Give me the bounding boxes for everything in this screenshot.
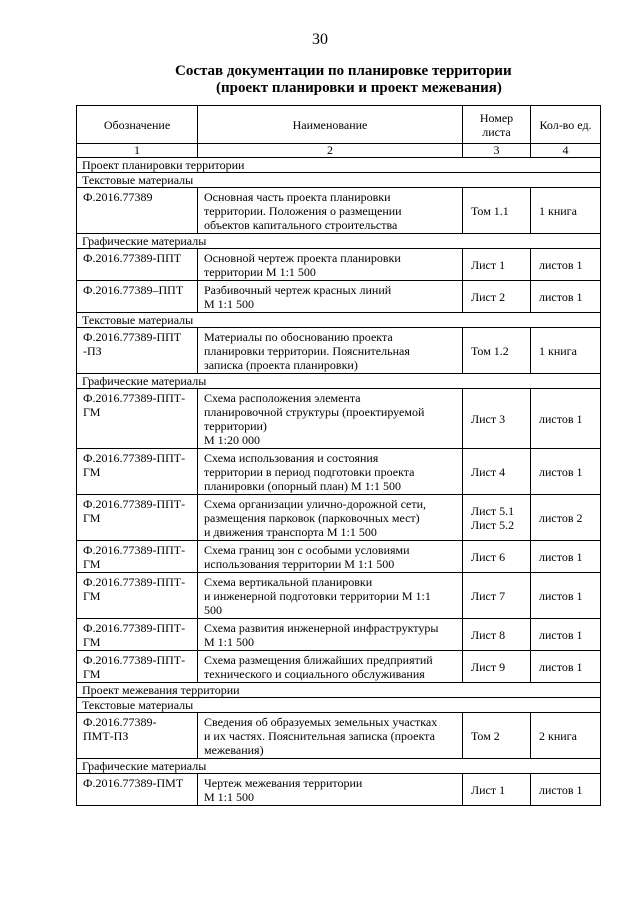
count-cell: 1 книга [531,328,601,374]
section-title: Графические материалы [77,234,601,249]
section-row [77,158,601,173]
sheet-cell: Том 1.1 [463,188,531,234]
count-cell: листов 1 [531,774,601,806]
name-cell: Схема развития инженерной инфраструктуры М 1:1 500 [198,619,463,651]
header-name: Наименование [198,106,463,144]
sheet-cell: Лист 1 [463,774,531,806]
table-row [77,249,601,281]
column-number: 3 [463,144,531,158]
count-cell: листов 1 [531,389,601,449]
sheet-cell: Лист 7 [463,573,531,619]
table-row [77,651,601,683]
section-row [77,234,601,249]
designation-cell: Ф.2016.77389-ППТ- ГМ [77,619,198,651]
name-cell: Чертеж межевания территории М 1:1 500 [198,774,463,806]
count-cell: листов 1 [531,573,601,619]
header-row [77,106,601,144]
sheet-cell: Том 1.2 [463,328,531,374]
table-row [77,281,601,313]
designation-cell: Ф.2016.77389-ПМТ [77,774,198,806]
name-cell: Схема организации улично-дорожной сети, размещения парковок (парковочных мест) и движения транспорта М 1:1 500 [198,495,463,541]
table-row [77,449,601,495]
table-row [77,541,601,573]
name-cell: Сведения об образуемых земельных участках и их частях. Пояснительная записка (проекта межевания) [198,713,463,759]
section-title: Проект межевания территории [77,683,601,698]
designation-cell: Ф.2016.77389-ППТ- ГМ [77,449,198,495]
name-cell: Схема вертикальной планировки и инженерной подготовки территории М 1:1 500 [198,573,463,619]
name-cell: Основной чертеж проекта планировки территории М 1:1 500 [198,249,463,281]
column-number: 4 [531,144,601,158]
designation-cell: Ф.2016.77389-ППТ- ГМ [77,389,198,449]
column-number: 2 [198,144,463,158]
section-row [77,313,601,328]
sheet-cell: Лист 5.1 Лист 5.2 [463,495,531,541]
sheet-cell: Лист 3 [463,389,531,449]
column-number-row [77,144,601,158]
count-cell: листов 1 [531,619,601,651]
designation-cell: Ф.2016.77389-ППТ [77,249,198,281]
section-row [77,698,601,713]
name-cell: Схема использования и состояния территории в период подготовки проекта планировки (опорный план) М 1:1 500 [198,449,463,495]
designation-cell: Ф.2016.77389-ППТ- ГМ [77,541,198,573]
designation-cell: Ф.2016.77389-ППТ- ГМ [77,573,198,619]
section-title: Текстовые материалы [77,173,601,188]
section-title: Текстовые материалы [77,698,601,713]
section-title: Проект планировки территории [77,158,601,173]
name-cell: Основная часть проекта планировки территории. Положения о размещении объектов капитального строительства [198,188,463,234]
count-cell: листов 1 [531,449,601,495]
count-cell: 2 книга [531,713,601,759]
section-row [77,173,601,188]
designation-cell: Ф.2016.77389–ППТ [77,281,198,313]
header-sheet-number: Номер листа [463,106,531,144]
page-number: 30 [312,31,328,48]
designation-cell: Ф.2016.77389-ППТ- ГМ [77,651,198,683]
table-row [77,573,601,619]
header-quantity: Кол-во ед. [531,106,601,144]
count-cell: листов 1 [531,541,601,573]
column-number: 1 [77,144,198,158]
section-row [77,683,601,698]
header-designation: Обозначение [77,106,198,144]
document-subtitle: (проект планировки и проект межевания) [216,80,502,96]
count-cell: 1 книга [531,188,601,234]
count-cell: листов 1 [531,651,601,683]
count-cell: листов 2 [531,495,601,541]
name-cell: Материалы по обоснованию проекта планировки территории. Пояснительная записка (проекта планировки) [198,328,463,374]
table-row [77,713,601,759]
table-row [77,619,601,651]
name-cell: Схема границ зон с особыми условиями использования территории М 1:1 500 [198,541,463,573]
sheet-cell: Лист 4 [463,449,531,495]
sheet-cell: Лист 9 [463,651,531,683]
sheet-cell: Лист 8 [463,619,531,651]
section-title: Графические материалы [77,759,601,774]
document-title: Состав документации по планировке территории [175,63,512,79]
designation-cell: Ф.2016.77389 [77,188,198,234]
section-title: Графические материалы [77,374,601,389]
sheet-cell: Лист 6 [463,541,531,573]
designation-cell: Ф.2016.77389-ППТ -ПЗ [77,328,198,374]
table-row [77,774,601,806]
section-row [77,759,601,774]
name-cell: Схема размещения ближайших предприятий технического и социального обслуживания [198,651,463,683]
designation-cell: Ф.2016.77389-ППТ- ГМ [77,495,198,541]
table-row [77,495,601,541]
designation-cell: Ф.2016.77389- ПМТ-ПЗ [77,713,198,759]
sheet-cell: Том 2 [463,713,531,759]
table-row [77,328,601,374]
name-cell: Разбивочный чертеж красных линий М 1:1 500 [198,281,463,313]
documentation-table [76,105,601,806]
table-body [77,158,601,806]
count-cell: листов 1 [531,281,601,313]
count-cell: листов 1 [531,249,601,281]
table-row [77,389,601,449]
sheet-cell: Лист 1 [463,249,531,281]
name-cell: Схема расположения элемента планировочной структуры (проектируемой территории) М 1:20 000 [198,389,463,449]
sheet-cell: Лист 2 [463,281,531,313]
table-row [77,188,601,234]
section-title: Текстовые материалы [77,313,601,328]
section-row [77,374,601,389]
